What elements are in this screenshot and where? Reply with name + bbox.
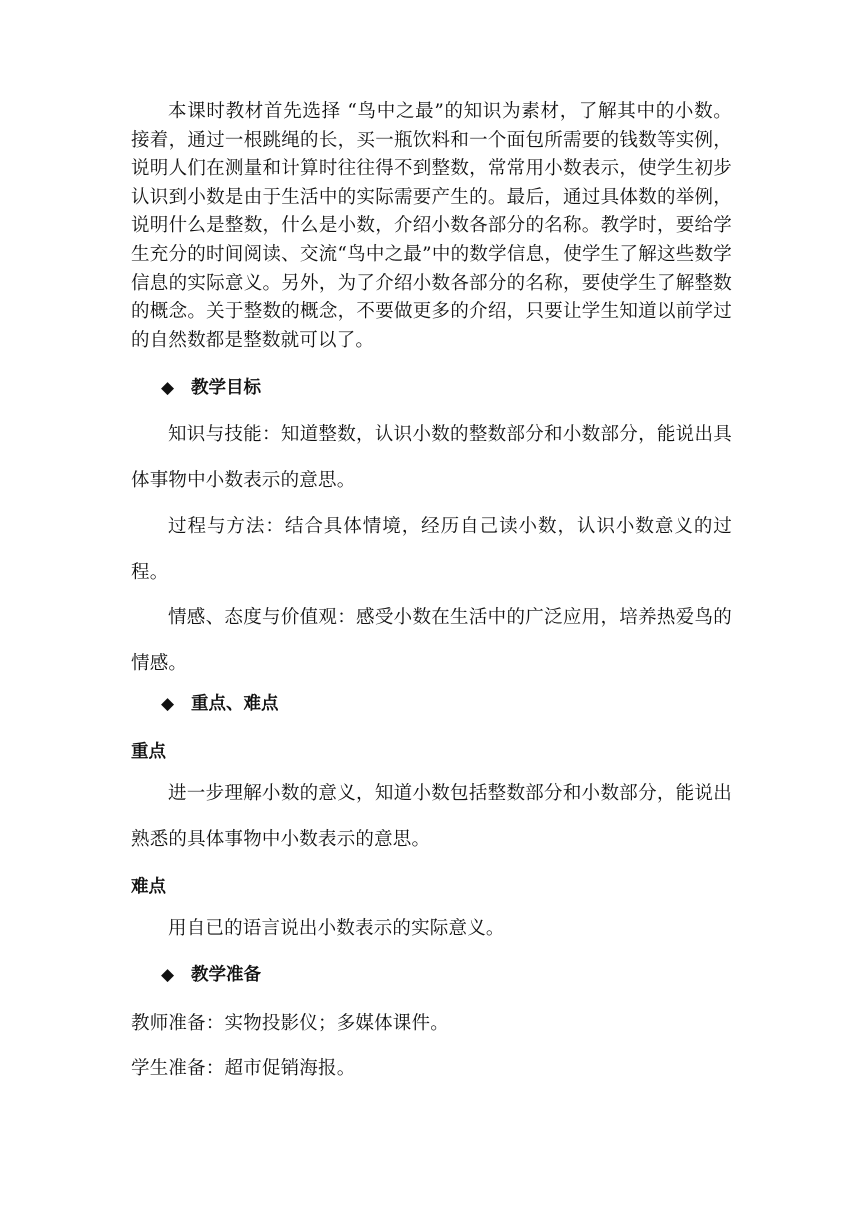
diamond-bullet-icon: ◆ — [161, 378, 175, 398]
objective-knowledge: 知识与技能：知道整数，认识小数的整数部分和小数部分，能说出具体事物中小数表示的意思。 — [131, 424, 732, 491]
document-page — [131, 98, 732, 1079]
key-points-title: 重点、难点 — [191, 694, 279, 714]
objective-emotion: 情感、态度与价值观：感受小数在生活中的广泛应用，培养热爱鸟的情感。 — [131, 607, 732, 674]
preparation-title: 教学准备 — [191, 965, 261, 985]
preparation-heading — [161, 963, 261, 987]
objectives-title: 教学目标 — [191, 378, 261, 398]
difficulty-label: 难点 — [131, 877, 166, 897]
diamond-bullet-icon: ◆ — [161, 694, 175, 714]
diamond-bullet-icon: ◆ — [161, 965, 175, 985]
difficulty-text: 用自已的语言说出小数表示的实际意义。 — [168, 918, 505, 939]
focus-label: 重点 — [131, 742, 166, 762]
teacher-preparation: 教师准备：实物投影仪；多媒体课件。 — [131, 1013, 449, 1034]
key-points-heading — [161, 692, 279, 716]
intro-paragraph: 本课时教材首先选择 “鸟中之最”的知识为素材，了解其中的小数。接着，通过一根跳绳的长，买一瓶饮料和一个面包所需要的钱数等实例，说明人们在测量和计算时往往得不到整数，常常用小数表示，使学生初步认识到小数是由于生活中的实际需要产生的。最后，通过具体数的举例，说明什么是整数，什么是小数，介绍小数各部分的名称。教学时，要给学生充分的时间阅读、交流“鸟中之最”中的数学信息，使学生了解这些数学信息的实际意义。另外，为了介绍小数各部分的名称，要使学生了解整数的概念。关于整数的概念，不要做更多的介绍，只要让学生知道以前学过的自然数都是整数就可以了。 — [131, 101, 732, 351]
focus-text: 进一步理解小数的意义，知道小数包括整数部分和小数部分，能说出熟悉的具体事物中小数表示的意思。 — [131, 783, 732, 850]
student-preparation: 学生准备：超市促销海报。 — [131, 1058, 356, 1079]
objective-process: 过程与方法：结合具体情境，经历自己读小数，认识小数意义的过程。 — [131, 516, 732, 583]
objectives-heading — [161, 376, 261, 400]
